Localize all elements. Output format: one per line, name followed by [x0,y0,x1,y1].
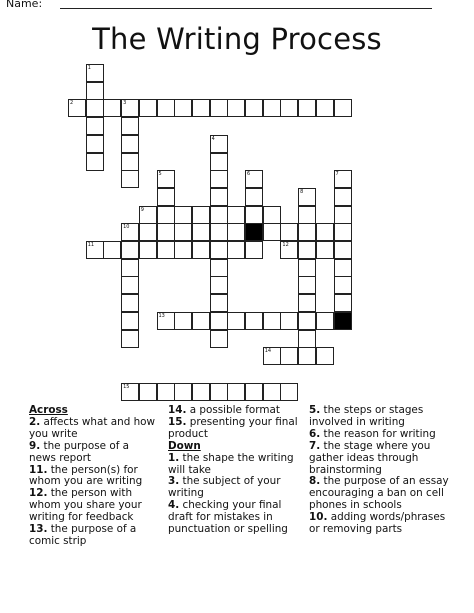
clue-number: 12. [29,487,48,500]
clue-number: 7. [309,439,321,452]
grid-cell[interactable] [157,206,175,224]
clue-number: 8. [309,475,321,488]
grid-cell[interactable] [316,312,334,330]
grid-cell[interactable] [210,294,228,312]
grid-cell[interactable] [174,241,192,259]
clue-number: 15. [168,415,187,428]
clue-9 [29,441,159,465]
clue-text: the person with whom you share your writing for feedback [29,487,142,524]
grid-cell[interactable] [103,241,121,259]
clue-8 [309,476,454,512]
cell-number-5: 5 [158,171,162,178]
grid-cell[interactable] [86,153,104,171]
grid-cell[interactable] [192,99,210,117]
grid-cell[interactable] [334,188,352,206]
grid-cell[interactable] [280,347,298,365]
clue-number: 4. [168,499,180,512]
grid-cell[interactable] [227,383,245,401]
grid-cell[interactable] [245,383,263,401]
grid-cell[interactable] [139,383,157,401]
grid-cell[interactable] [174,312,192,330]
clue-text: the person(s) for whom you are writing [29,463,143,488]
grid-cell[interactable] [334,241,352,259]
clue-5 [309,405,454,429]
grid-cell[interactable] [280,383,298,401]
grid-cell[interactable] [263,312,281,330]
cell-number-12: 12 [282,242,289,248]
grid-cell[interactable] [157,99,175,117]
clue-number: 14. [168,404,187,416]
clue-text: adding words/phrases or removing parts [309,511,446,536]
grid-cell[interactable] [157,241,175,259]
grid-cell[interactable] [245,188,263,206]
grid-cell[interactable] [245,99,263,117]
grid-cell[interactable] [174,383,192,401]
grid-cell[interactable] [121,330,139,348]
grid-cell[interactable] [139,241,157,259]
grid-cell[interactable] [210,259,228,277]
grid-cell[interactable] [86,117,104,135]
cell-number-10: 10 [123,224,130,231]
clues-column-1 [29,405,159,548]
grid-cell[interactable] [227,223,245,241]
grid-cell[interactable] [298,330,316,348]
grid-cell[interactable] [139,99,157,117]
clue-1 [168,453,300,477]
cell-number-1: 1 [87,65,91,71]
grid-cell[interactable] [298,312,316,330]
grid-cell[interactable] [334,99,352,117]
clue-text: the steps or stages involved in writing [309,404,424,428]
grid-cell[interactable] [298,206,316,224]
grid-cell[interactable] [334,259,352,277]
clue-number: 1. [168,451,180,464]
grid-cell[interactable] [280,99,298,117]
grid-cell[interactable] [210,276,228,294]
clue-3 [168,476,300,500]
clue-number: 13. [29,523,48,536]
grid-cell[interactable] [298,294,316,312]
grid-cell[interactable] [210,383,228,401]
grid-cell[interactable] [121,153,139,171]
grid-cell[interactable] [263,383,281,401]
clue-number: 11. [29,463,48,476]
grid-cell[interactable] [121,117,139,135]
down-heading: Down [168,439,201,452]
grid-cell[interactable] [334,276,352,294]
grid-cell[interactable] [139,223,157,241]
grid-cell[interactable] [227,206,245,224]
grid-cell[interactable] [210,241,228,259]
grid-cell[interactable] [210,188,228,206]
clue-7 [309,441,454,477]
grid-cell[interactable] [192,241,210,259]
grid-cell[interactable] [121,135,139,153]
grid-cell[interactable] [210,99,228,117]
grid-cell[interactable] [245,241,263,259]
grid-cell[interactable] [174,206,192,224]
clue-text: a possible format [186,404,280,416]
grid-cell[interactable] [210,170,228,188]
grid-cell[interactable] [316,241,334,259]
cell-number-8: 8 [300,188,304,195]
clue-number: 6. [309,427,321,440]
clue-13 [29,524,159,548]
cell-number-15: 15 [123,383,130,390]
grid-cell[interactable] [86,99,104,117]
clue-11 [29,465,159,489]
grid-cell[interactable] [298,347,316,365]
clue-4 [168,500,300,536]
grid-cell[interactable] [245,206,263,224]
grid-cell[interactable] [210,153,228,171]
name-label: Name: [6,0,43,10]
clue-12 [29,488,159,524]
clue-10 [309,512,454,536]
grid-cell[interactable] [121,294,139,312]
cell-number-6: 6 [247,171,251,178]
cell-number-14: 14 [264,348,272,355]
clue-15 [168,417,300,441]
grid-cell[interactable] [298,259,316,277]
grid-cell[interactable] [263,99,281,117]
clue-text: presenting your final product [168,415,298,440]
clue-number: 10. [309,511,328,524]
grid-cell[interactable] [298,276,316,294]
clue-text: the purpose of an essay encouraging a ban on cell phones in schools [309,475,449,512]
clues-column-3 [309,405,454,536]
grid-cell[interactable] [86,135,104,153]
grid-cell[interactable] [174,99,192,117]
grid-cell[interactable] [227,312,245,330]
grid-cell[interactable] [298,241,316,259]
grid-cell[interactable] [157,223,175,241]
clue-text: checking your final draft for mistakes in punctuation or spelling [168,499,288,536]
grid-cell[interactable] [121,259,139,277]
grid-cell[interactable] [103,99,121,117]
clue-text: affects what and how you write [29,415,156,440]
clue-number: 3. [168,475,180,488]
cell-number-4: 4 [211,135,215,142]
clue-2 [29,417,159,441]
grid-cell[interactable] [192,383,210,401]
grid-cell[interactable] [192,206,210,224]
across-heading: Across [29,404,68,416]
grid-cell[interactable] [157,188,175,206]
grid-cell[interactable] [121,170,139,188]
grid-cell[interactable] [316,223,334,241]
grid-cell[interactable] [121,312,139,330]
clue-text: the shape the writing will take [168,451,294,476]
grid-cell[interactable] [227,99,245,117]
clue-text: the subject of your writing [168,475,281,500]
page-title: The Writing Process [92,22,382,56]
grid-cell[interactable] [227,241,245,259]
grid-cell[interactable] [157,383,175,401]
grid-cell[interactable] [298,223,316,241]
cell-number-9: 9 [140,206,144,213]
grid-cell[interactable] [174,223,192,241]
grid-cell[interactable] [280,312,298,330]
grid-cell[interactable] [280,223,298,241]
grid-cell[interactable] [316,347,334,365]
grid-cell[interactable] [210,223,228,241]
grid-cell[interactable] [334,294,352,312]
clue-number: 9. [29,439,41,452]
clue-text: the reason for writing [320,427,436,440]
grid-cell[interactable] [334,206,352,224]
grid-cell[interactable] [210,330,228,348]
grid-cell[interactable] [245,312,263,330]
black-cell [245,223,263,241]
clue-text: the purpose of a comic strip [29,523,137,547]
black-cell [334,312,352,330]
grid-cell[interactable] [121,241,139,259]
grid-cell[interactable] [334,223,352,241]
grid-cell[interactable] [263,206,281,224]
clue-text: the stage where you gather ideas through brainstorming [309,439,431,476]
cell-number-7: 7 [335,171,339,178]
grid-cell[interactable] [86,82,104,100]
cell-number-3: 3 [123,100,127,107]
grid-cell[interactable] [210,206,228,224]
cell-number-13: 13 [158,312,165,319]
cell-number-2: 2 [70,100,74,107]
clue-number: 2. [29,415,41,428]
clue-text: the purpose of a news report [29,439,130,464]
grid-cell[interactable] [298,99,316,117]
grid-cell[interactable] [210,312,228,330]
grid-cell[interactable] [192,312,210,330]
grid-cell[interactable] [316,99,334,117]
grid-cell[interactable] [121,276,139,294]
cell-number-11: 11 [87,242,95,248]
clue-number: 5. [309,404,321,416]
grid-cell[interactable] [263,223,281,241]
grid-cell[interactable] [192,223,210,241]
clues-column-2 [168,405,300,536]
